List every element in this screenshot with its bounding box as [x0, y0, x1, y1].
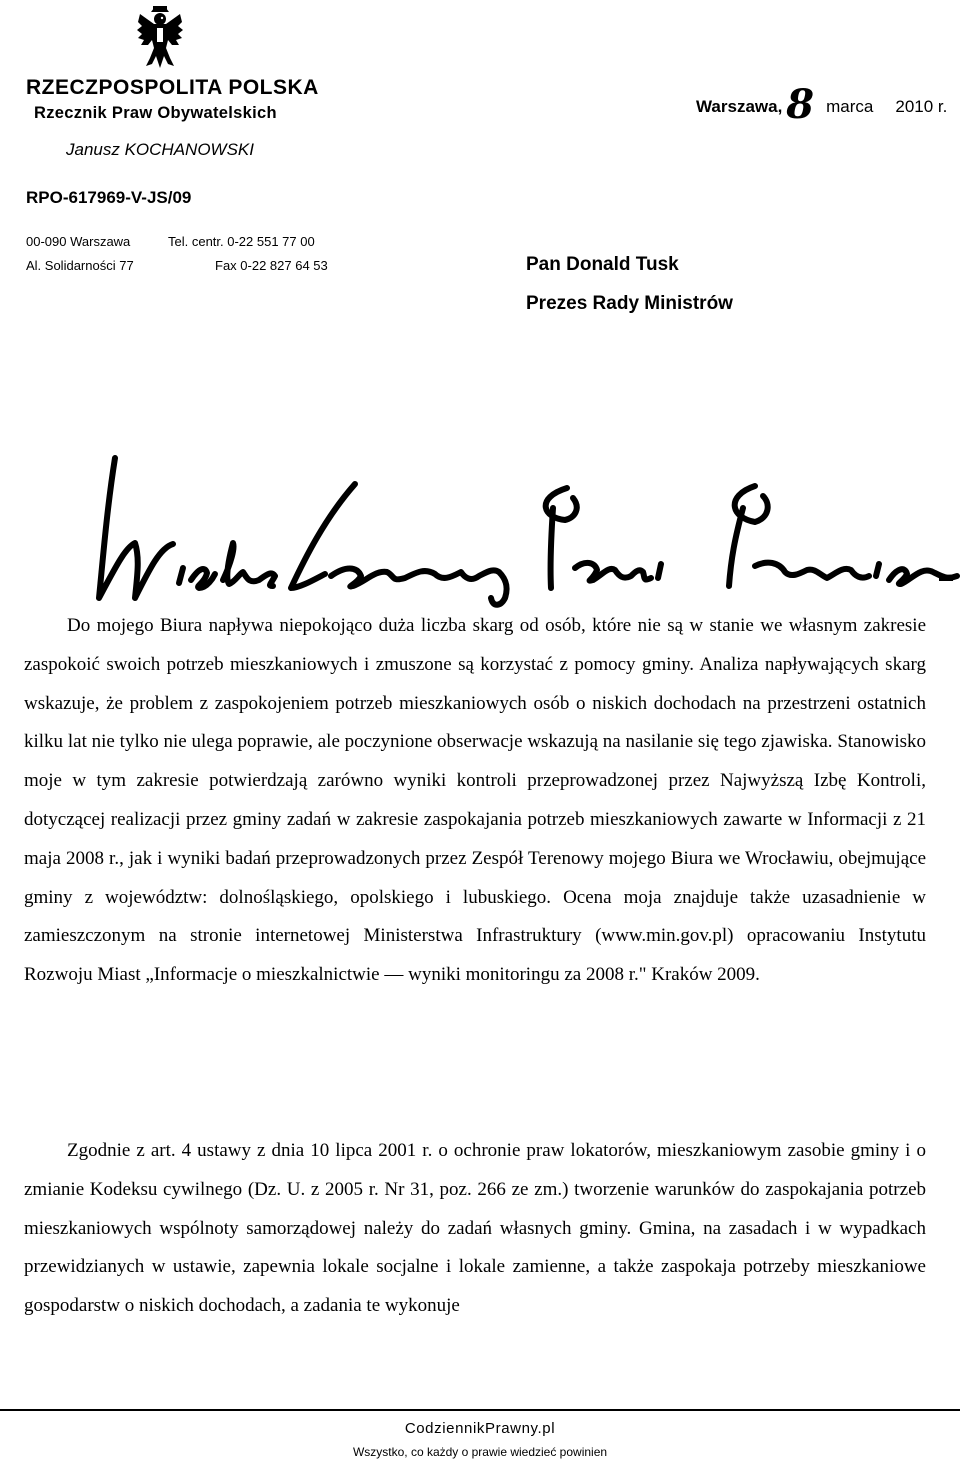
recipient-title: Prezes Rady Ministrów [526, 293, 733, 314]
date-month: marca [826, 97, 874, 116]
body-paragraph-1-text: Do mojego Biura napływa niepokojąco duża liczba skarg od osób, które nie są w stanie we własnym zakresie zaspokoić swoich potrzeb mieszkaniowych i zmuszone są korzystać z pomocy gminy. Analiza napływających skarg wskazuje, że problem z zaspokojeniem potrzeb mieszkaniowych osób o niskich dochodach na przestrzeni ostatnich kilku lat nie tylko nie ulega poprawie, ale poczynione obserwacje wskazują na nasilanie się tego zjawiska. Stanowisko moje w tym zakresie potwierdzają zarówno wyniki kontroli przeprowadzonej przez Najwyższą Izbę Kontroli, dotyczącej realizacji przez gminy zadań w zakresie zaspokajania potrzeb mieszkaniowych zawarte w Informacji z 21 maja 2008 r., jak i wyniki badań przeprowadzonych przez Zespół Terenowy mojego Biura we Wrocławiu, obejmujące gminy z województw: dolnośląskiego, opolskiego i lubuskiego. Ocena moja znajduje także uzasadnienie w zamieszczonym na stronie internetowej Ministerstwa Infrastruktury (www.min.gov.pl) opracowaniu Instytutu Rozwoju Miast „Informacje o mieszkalnictwie — wyniki monitoringu za 2008 r." Kraków 2009. [24, 615, 926, 986]
address-line-1: 00-090 Warszawa [26, 234, 131, 249]
case-number: RPO-617969-V-JS/09 [26, 188, 192, 207]
footer-brand: CodziennikPrawny.pl [404, 1420, 556, 1437]
date-line [696, 75, 948, 128]
fax: Fax 0-22 827 64 53 [215, 258, 328, 273]
recipient-name: Pan Donald Tusk [526, 254, 679, 275]
office-subtitle: Rzecznik Praw Obywatelskich [34, 104, 277, 122]
date-city: Warszawa, [696, 97, 783, 116]
office-person: Janusz KOCHANOWSKI [66, 140, 254, 159]
telephone: Tel. centr. 0-22 551 77 00 [168, 234, 315, 249]
date-year: 2010 r. [895, 97, 948, 116]
body-paragraph-1 [24, 607, 926, 995]
body-paragraph-2 [24, 1132, 926, 1326]
handwritten-salutation [95, 448, 960, 608]
body-paragraph-2-text: Zgodnie z art. 4 ustawy z dnia 10 lipca 2001 r. o ochronie praw lokatorów, mieszkaniowym zasobie gminy i o zmianie Kodeksu cywilnego (Dz. U. z 2005 r. Nr 31, poz. 266 ze zm.) tworzenie warunków do zaspokajania potrzeb mieszkaniowych wspólnoty samorządowej należy do zadań własnych gminy. Gmina, na zasadach i w wypadkach przewidzianych w ustawie, zapewnia lokale socjalne i lokale zamienne, a także zaspokaja potrzeby mieszkaniowe gospodarstw o niskich dochodach, a zadania te wykonuje [24, 1140, 926, 1317]
polish-eagle-emblem-icon [136, 6, 184, 72]
office-name: RZECZPOSPOLITA POLSKA [26, 76, 319, 99]
address-line-2: Al. Solidarności 77 [26, 258, 134, 273]
date-day: 8 [786, 81, 815, 128]
footer-tagline: Wszystko, co każdy o prawie wiedzieć powinien [352, 1445, 608, 1459]
footer-divider [0, 1409, 960, 1411]
